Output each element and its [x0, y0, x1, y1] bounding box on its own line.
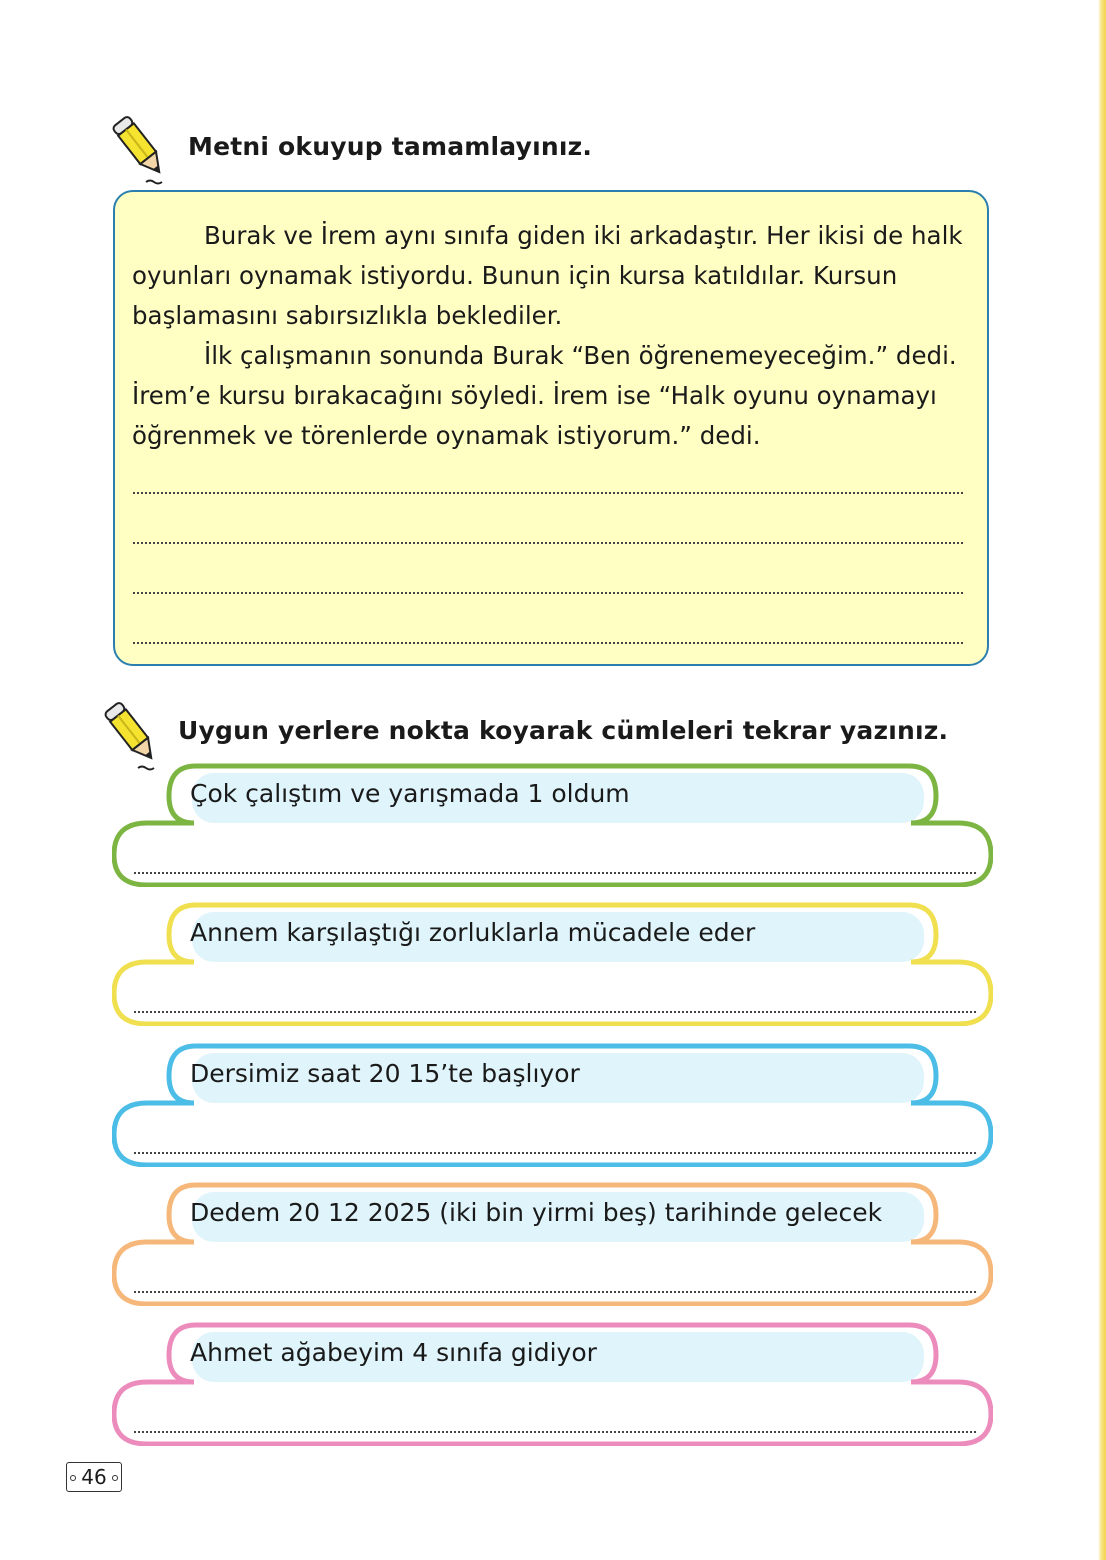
sentence-text: Annem karşılaştığı zorluklarla mücadele eder — [190, 918, 756, 947]
answer-line-3[interactable] — [133, 592, 963, 594]
sentence-text: Ahmet ağabeyim 4 sınıfa gidiyor — [190, 1338, 597, 1367]
sentence-card — [112, 1322, 993, 1446]
section2-heading: Uygun yerlere nokta koyarak cümleleri tekrar yazınız. — [178, 716, 949, 745]
sentence-card — [112, 1182, 993, 1306]
answer-line-4[interactable] — [133, 642, 963, 644]
passage-paragraph-1: Burak ve İrem aynı sınıfa giden iki arkadaştır. Her ikisi de halk oyunları oynamak istiyordu. Bunun için kursa katıldılar. Kursun başlamasını sabırsızlıkla beklediler. — [132, 221, 963, 330]
passage-paragraph-2: İlk çalışmanın sonunda Burak “Ben öğrenemeyeceğim.” dedi. İrem’e kursu bırakacağını söyledi. İrem ise “Halk oyunu oynamayı öğrenmek ve törenlerde oynamak istiyorum.” dedi. — [132, 341, 957, 450]
sentence-card — [112, 763, 993, 887]
answer-line-2[interactable] — [133, 542, 963, 544]
sentence-card — [112, 1043, 993, 1167]
pencil-icon — [112, 112, 172, 188]
sentence-text: Dersimiz saat 20 15’te başlıyor — [190, 1059, 580, 1088]
page-edge-stripe — [1098, 0, 1106, 1560]
sentence-text: Dedem 20 12 2025 (iki bin yirmi beş) tarihinde gelecek — [190, 1198, 883, 1227]
sentence-text: Çok çalıştım ve yarışmada 1 oldum — [190, 779, 630, 808]
sentence-card — [112, 902, 993, 1026]
section1-heading: Metni okuyup tamamlayınız. — [188, 132, 593, 161]
page-number: 46 — [66, 1462, 122, 1492]
reading-passage — [132, 216, 972, 456]
reading-text-box — [113, 190, 989, 666]
answer-line-1[interactable] — [133, 492, 963, 494]
